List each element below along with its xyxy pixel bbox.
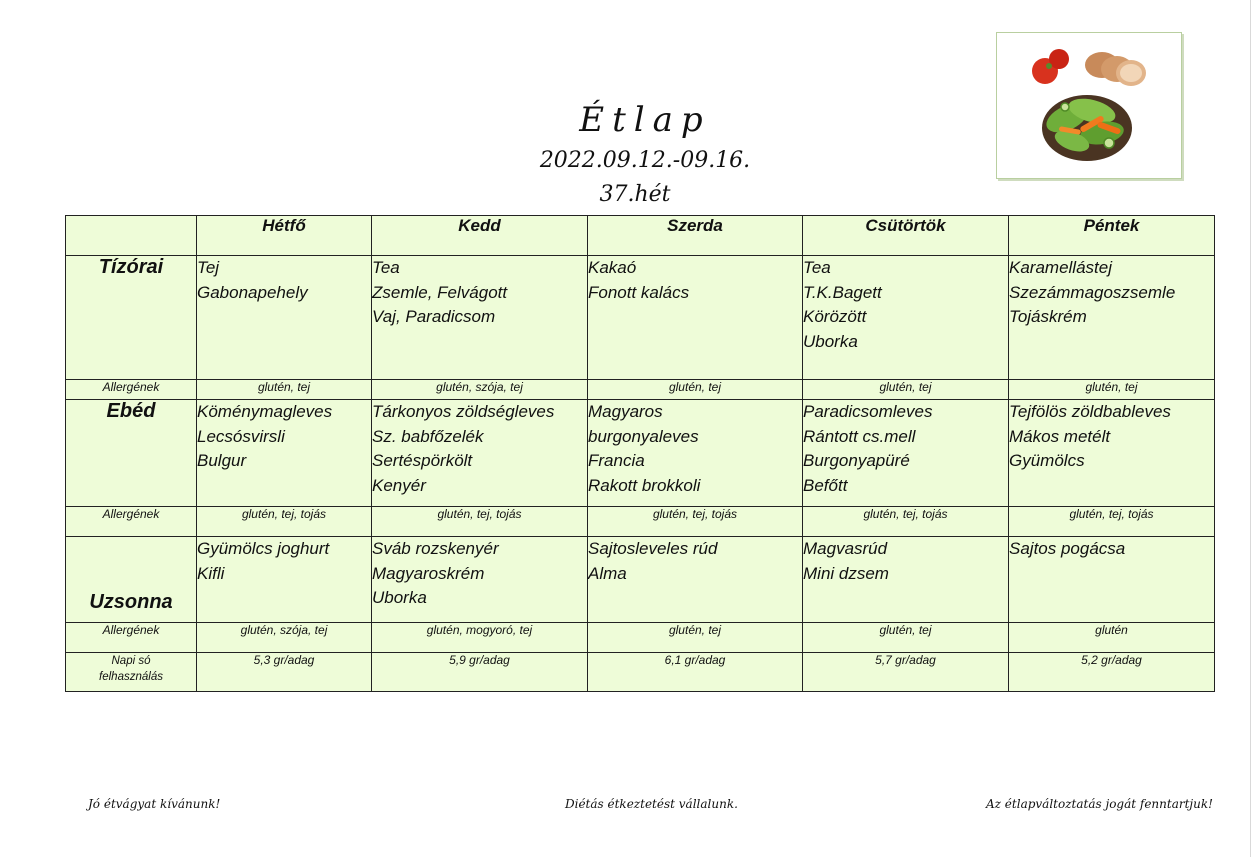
salt-label-line: Napi só [111, 655, 151, 667]
menu-item: Kakaó [588, 258, 637, 277]
allergen-label: Allergének [66, 623, 197, 653]
menu-cell [372, 537, 588, 623]
allergen-cell: glutén, tej, tojás [803, 507, 1009, 537]
weekly-menu-table [65, 215, 1215, 692]
salt-label-line: felhasználás [99, 671, 163, 683]
menu-item: Sertéspörkölt [372, 451, 473, 470]
allergen-cell: glutén, tej [588, 380, 803, 400]
footer-center-note: Diétás étkeztetést vállalunk. [565, 797, 738, 811]
menu-item: Tejfölös zöldbableves [1009, 402, 1171, 421]
menu-cell [588, 256, 803, 380]
day-friday: Péntek [1009, 216, 1215, 256]
menu-item: Kenyér [372, 475, 426, 495]
salt-value: 5,7 gr/adag [803, 653, 1009, 692]
menu-item: Fonott kalács [588, 282, 690, 302]
menu-item: Tárkonyos zöldségleves [372, 402, 555, 421]
day-tuesday: Kedd [372, 216, 588, 256]
salt-value: 5,9 gr/adag [372, 653, 588, 692]
menu-item: Mini dzsem [803, 563, 889, 583]
menu-item: Mákos metélt [1009, 426, 1111, 446]
meal-name: Ebéd [66, 400, 197, 507]
meal-row-uzsonna [66, 537, 1215, 623]
allergen-row [66, 623, 1215, 653]
menu-item: Befőtt [803, 475, 848, 495]
allergen-cell: glutén, szója, tej [197, 623, 372, 653]
menu-cell [197, 256, 372, 380]
allergen-label: Allergének [66, 507, 197, 537]
salt-value: 5,2 gr/adag [1009, 653, 1215, 692]
allergen-row [66, 380, 1215, 400]
menu-item: Sz. babfőzelék [372, 426, 484, 446]
allergen-cell: glutén, tej, tojás [1009, 507, 1215, 537]
menu-item: Körözött [803, 307, 867, 326]
menu-item: Uborka [803, 331, 858, 351]
page-edge-line [1250, 0, 1251, 857]
menu-item: Sváb rozskenyér [372, 539, 499, 558]
menu-item: Zsemle, Felvágott [372, 282, 508, 302]
allergen-cell: glutén, tej, tojás [372, 507, 588, 537]
week-number: 37.hét [599, 182, 671, 207]
menu-item: Tea [803, 258, 831, 277]
menu-item: Burgonyapüré [803, 451, 910, 470]
menu-cell [1009, 256, 1215, 380]
allergen-cell: glutén, tej [1009, 380, 1215, 400]
menu-item: Magyaros [588, 402, 663, 421]
menu-item: Köménymagleves [197, 402, 333, 421]
day-header-row [66, 216, 1215, 256]
allergen-cell: glutén, mogyoró, tej [372, 623, 588, 653]
menu-item: Tojáskrém [1009, 307, 1087, 326]
allergen-row [66, 507, 1215, 537]
menu-cell [803, 400, 1009, 507]
menu-cell [803, 256, 1009, 380]
day-wednesday: Szerda [588, 216, 803, 256]
menu-cell [197, 537, 372, 623]
menu-item: Rántott cs.mell [803, 426, 916, 446]
menu-item: Magvasrúd [803, 539, 888, 558]
menu-cell [803, 537, 1009, 623]
salt-value: 6,1 gr/adag [588, 653, 803, 692]
date-range: 2022.09.12.-09.16. [539, 148, 751, 173]
allergen-label: Allergének [66, 380, 197, 400]
menu-item: T.K.Bagett [803, 282, 882, 302]
corner-cell [66, 216, 197, 256]
allergen-cell: glutén, szója, tej [372, 380, 588, 400]
menu-cell [1009, 400, 1215, 507]
menu-item: Tea [372, 258, 400, 277]
menu-item: Vaj, Paradicsom [372, 307, 496, 326]
menu-cell [1009, 537, 1215, 623]
meal-row-tizorai [66, 256, 1215, 380]
menu-item: Karamellástej [1009, 258, 1112, 277]
menu-item: Gabonapehely [197, 282, 308, 302]
allergen-cell: glutén, tej, tojás [197, 507, 372, 537]
menu-item: Bulgur [197, 451, 247, 470]
menu-item: Francia [588, 451, 645, 470]
footer-left-note: Jó étvágyat kívánunk! [88, 797, 221, 811]
allergen-cell: glutén, tej [803, 380, 1009, 400]
menu-item: Alma [588, 563, 627, 583]
menu-title: Étlap [579, 100, 711, 140]
allergen-cell: glutén, tej [803, 623, 1009, 653]
allergen-cell: glutén, tej [588, 623, 803, 653]
salad-and-bread-photo [996, 32, 1182, 179]
day-monday: Hétfő [197, 216, 372, 256]
menu-cell [588, 400, 803, 507]
menu-item: Lecsósvirsli [197, 426, 285, 446]
menu-item: Sajtos pogácsa [1009, 539, 1126, 558]
menu-cell [588, 537, 803, 623]
menu-item: Gyümölcs joghurt [197, 539, 330, 558]
menu-item: burgonyaleves [588, 426, 699, 446]
menu-item: Kifli [197, 563, 225, 583]
menu-item: Szezámmagoszsemle [1009, 282, 1176, 302]
menu-item: Magyaroskrém [372, 563, 485, 583]
menu-item: Tej [197, 258, 220, 277]
meal-name: Uzsonna [66, 537, 197, 623]
salt-value: 5,3 gr/adag [197, 653, 372, 692]
menu-item: Sajtosleveles rúd [588, 539, 718, 558]
menu-cell [372, 400, 588, 507]
menu-item: Uborka [372, 588, 427, 607]
menu-item: Rakott brokkoli [588, 475, 701, 495]
day-thursday: Csütörtök [803, 216, 1009, 256]
salt-row [66, 653, 1215, 692]
menu-cell [197, 400, 372, 507]
footer-right-note: Az étlapváltoztatás jogát fenntartjuk! [986, 797, 1213, 811]
menu-cell [372, 256, 588, 380]
menu-item: Gyümölcs [1009, 451, 1085, 470]
meal-row-ebed [66, 400, 1215, 507]
allergen-cell: glutén, tej, tojás [588, 507, 803, 537]
menu-item: Paradicsomleves [803, 402, 933, 421]
allergen-cell: glutén [1009, 623, 1215, 653]
allergen-cell: glutén, tej [197, 380, 372, 400]
meal-name: Tízórai [66, 256, 197, 380]
salt-label [66, 653, 197, 692]
